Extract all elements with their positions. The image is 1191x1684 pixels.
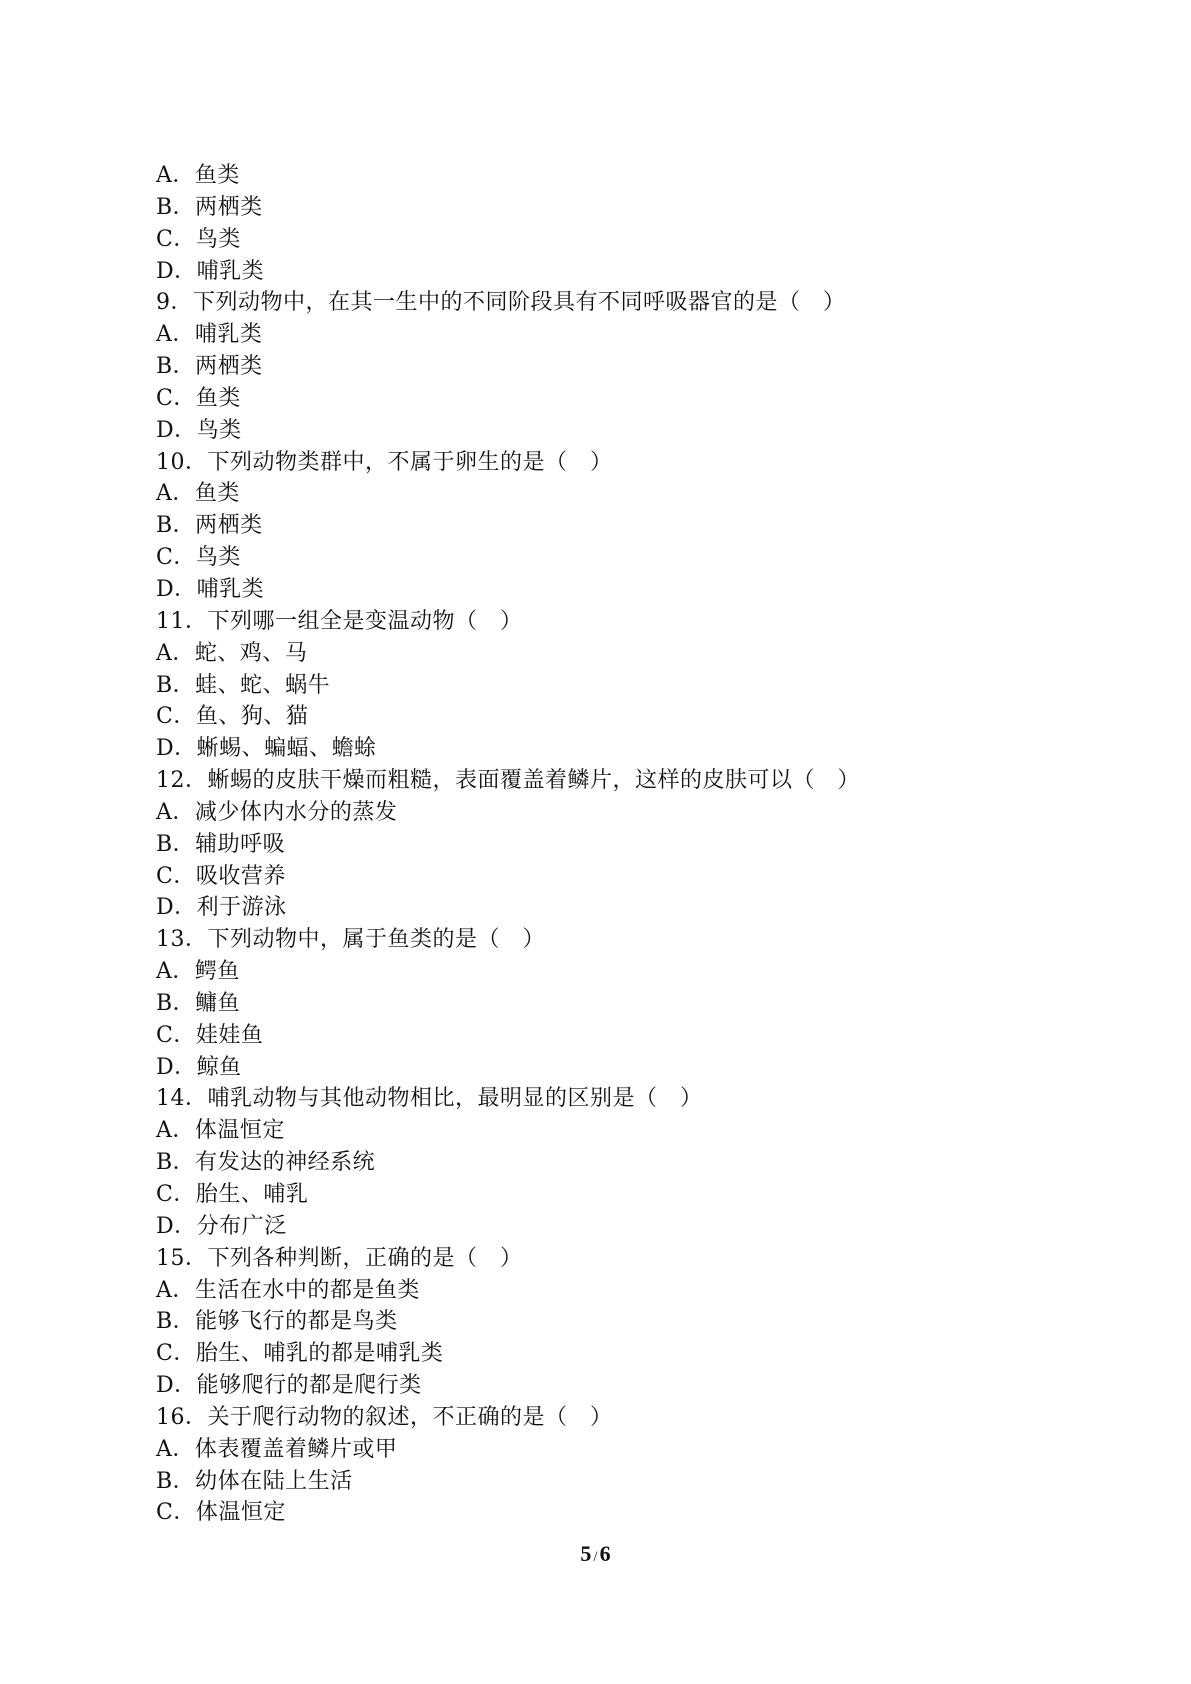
- total-pages: 6: [599, 1541, 611, 1566]
- option-line: B．鳙鱼: [156, 990, 241, 1016]
- option-line: D．鲸鱼: [156, 1054, 242, 1080]
- option-line: B．能够飞行的都是鸟类: [156, 1309, 398, 1335]
- question-10: 10．下列动物类群中，不属于卵生的是（ ）: [156, 449, 613, 475]
- option-line: D．能够爬行的都是爬行类: [156, 1373, 422, 1399]
- document-body: [156, 160, 1056, 1529]
- option-line: A．生活在水中的都是鱼类: [156, 1277, 420, 1303]
- option-line: C．鱼、狗、猫: [156, 704, 309, 730]
- option-line: A．体表覆盖着鳞片或甲: [156, 1436, 398, 1462]
- option-line: A．减少体内水分的蒸发: [156, 799, 398, 825]
- option-line: C．娃娃鱼: [156, 1022, 264, 1048]
- option-line: C．鸟类: [156, 545, 241, 571]
- option-line: D．哺乳类: [156, 576, 265, 602]
- option-line: C．鸟类: [156, 226, 241, 252]
- option-line: A．鳄鱼: [156, 959, 240, 985]
- option-line: D．分布广泛: [156, 1213, 287, 1239]
- question-11: 11．下列哪一组全是变温动物（ ）: [156, 608, 523, 634]
- option-line: D．鸟类: [156, 417, 242, 443]
- page-number: [0, 1541, 1191, 1567]
- option-line: D．蜥蜴、蝙蝠、蟾蜍: [156, 736, 377, 762]
- current-page: 5: [580, 1541, 592, 1566]
- page-separator: /: [593, 1549, 598, 1565]
- option-line: C．体温恒定: [156, 1500, 286, 1526]
- option-line: A．蛇、鸡、马: [156, 640, 308, 666]
- option-line: A．体温恒定: [156, 1118, 285, 1144]
- question-12: 12．蜥蜴的皮肤干燥而粗糙，表面覆盖着鳞片，这样的皮肤可以（ ）: [156, 768, 860, 794]
- option-line: B．两栖类: [156, 513, 263, 539]
- option-line: B．两栖类: [156, 194, 263, 220]
- option-line: A．哺乳类: [156, 322, 263, 348]
- question-16: 16．关于爬行动物的叙述，不正确的是（ ）: [156, 1404, 613, 1430]
- question-13: 13．下列动物中，属于鱼类的是（ ）: [156, 927, 545, 953]
- option-line: C．胎生、哺乳的都是哺乳类: [156, 1341, 444, 1367]
- question-9: 9．下列动物中，在其一生中的不同阶段具有不同呼吸器官的是（ ）: [156, 290, 846, 316]
- option-line: A．鱼类: [156, 163, 240, 188]
- option-line: B．蛙、蛇、蜗牛: [156, 672, 331, 698]
- option-line: D．利于游泳: [156, 895, 287, 921]
- option-line: B．两栖类: [156, 354, 263, 380]
- option-line: B．有发达的神经系统: [156, 1150, 376, 1176]
- option-line: C．胎生、哺乳: [156, 1182, 309, 1207]
- option-line: B．幼体在陆上生活: [156, 1468, 353, 1494]
- option-line: B．辅助呼吸: [156, 831, 286, 857]
- question-14: 14．哺乳动物与其他动物相比，最明显的区别是（ ）: [156, 1086, 703, 1112]
- option-line: C．吸收营养: [156, 863, 286, 889]
- question-15: 15．下列各种判断，正确的是（ ）: [156, 1245, 523, 1271]
- option-line: C．鱼类: [156, 385, 241, 411]
- option-line: A．鱼类: [156, 481, 240, 507]
- option-line: D．哺乳类: [156, 258, 265, 284]
